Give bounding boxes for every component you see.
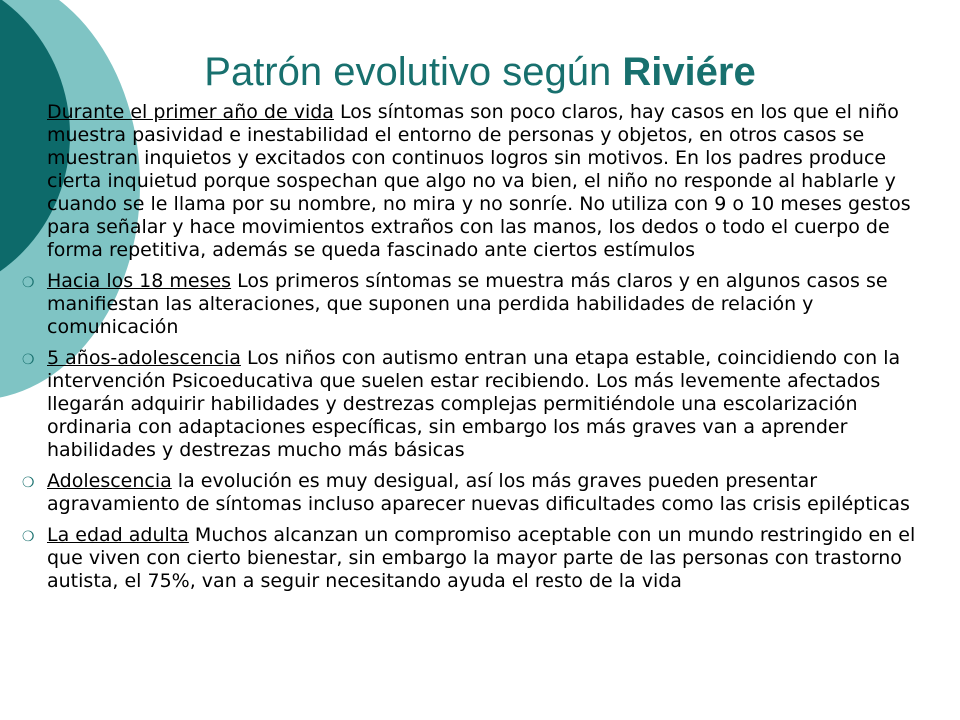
item-text: Los niños con autismo entran una etapa estable, coincidiendo con la intervención Psicoeducativa que suelen estar recibiendo. Los más levemente afectados llegarán adquirir habilidades y destrezas complejas permitiéndole una escolarización ordinaria con adaptaciones específicas, sin embargo los más graves van a aprender habilidades y destrezas mucho más básicas xyxy=(47,347,901,461)
list-item xyxy=(22,347,934,462)
item-text: la evolución es muy desigual, así los más graves pueden presentar agravamiento de síntomas incluso aparecer nuevas dificultades como las crisis epilépticas xyxy=(47,470,910,515)
item-term: Durante el primer año de vida xyxy=(47,101,334,123)
item-term: La edad adulta xyxy=(47,524,189,546)
item-text: Los primeros síntomas se muestra más claros y en algunos casos se manifiestan las alteraciones, que suponen una perdida habilidades de relación y comunicación xyxy=(47,270,888,338)
title-author: Riviére xyxy=(622,50,756,94)
item-text: Muchos alcanzan un compromiso aceptable con un mundo restringido en el que viven con cierto bienestar, sin embargo la mayor parte de las personas con trastorno autista, el 75%, van a seguir necesitando ayuda el resto de la vida xyxy=(47,524,916,592)
item-term: Adolescencia xyxy=(47,470,172,492)
bullet-list xyxy=(22,101,934,601)
bullet-icon: ❍ xyxy=(22,529,35,545)
bullet-icon: ❍ xyxy=(22,352,35,368)
item-term: Hacia los 18 meses xyxy=(47,270,232,292)
item-text: Los síntomas son poco claros, hay casos en los que el niño muestra pasividad e inestabilidad el entorno de personas y objetos, en otros casos se muestran inquietos y excitados con continuos logros sin motivos. En los padres produce cierta inquietud porque sospechan que algo no va bien, el niño no responde al hablarle y cuando se le llama por su nombre, no mira y no sonríe. No utiliza con 9 o 10 meses gestos para señalar y hace movimientos extraños con las manos, los dedos o todo el cuerpo de forma repetitiva, además se queda fascinado ante ciertos estímulos xyxy=(47,101,911,261)
list-item xyxy=(22,470,934,516)
list-item xyxy=(22,270,934,339)
slide-title xyxy=(0,48,960,96)
list-item xyxy=(22,101,934,262)
list-item xyxy=(22,524,934,593)
item-term: 5 años-adolescencia xyxy=(47,347,241,369)
bullet-icon: ❍ xyxy=(22,275,35,291)
title-text: Patrón evolutivo según xyxy=(204,50,623,94)
bullet-icon: ❍ xyxy=(22,475,35,491)
